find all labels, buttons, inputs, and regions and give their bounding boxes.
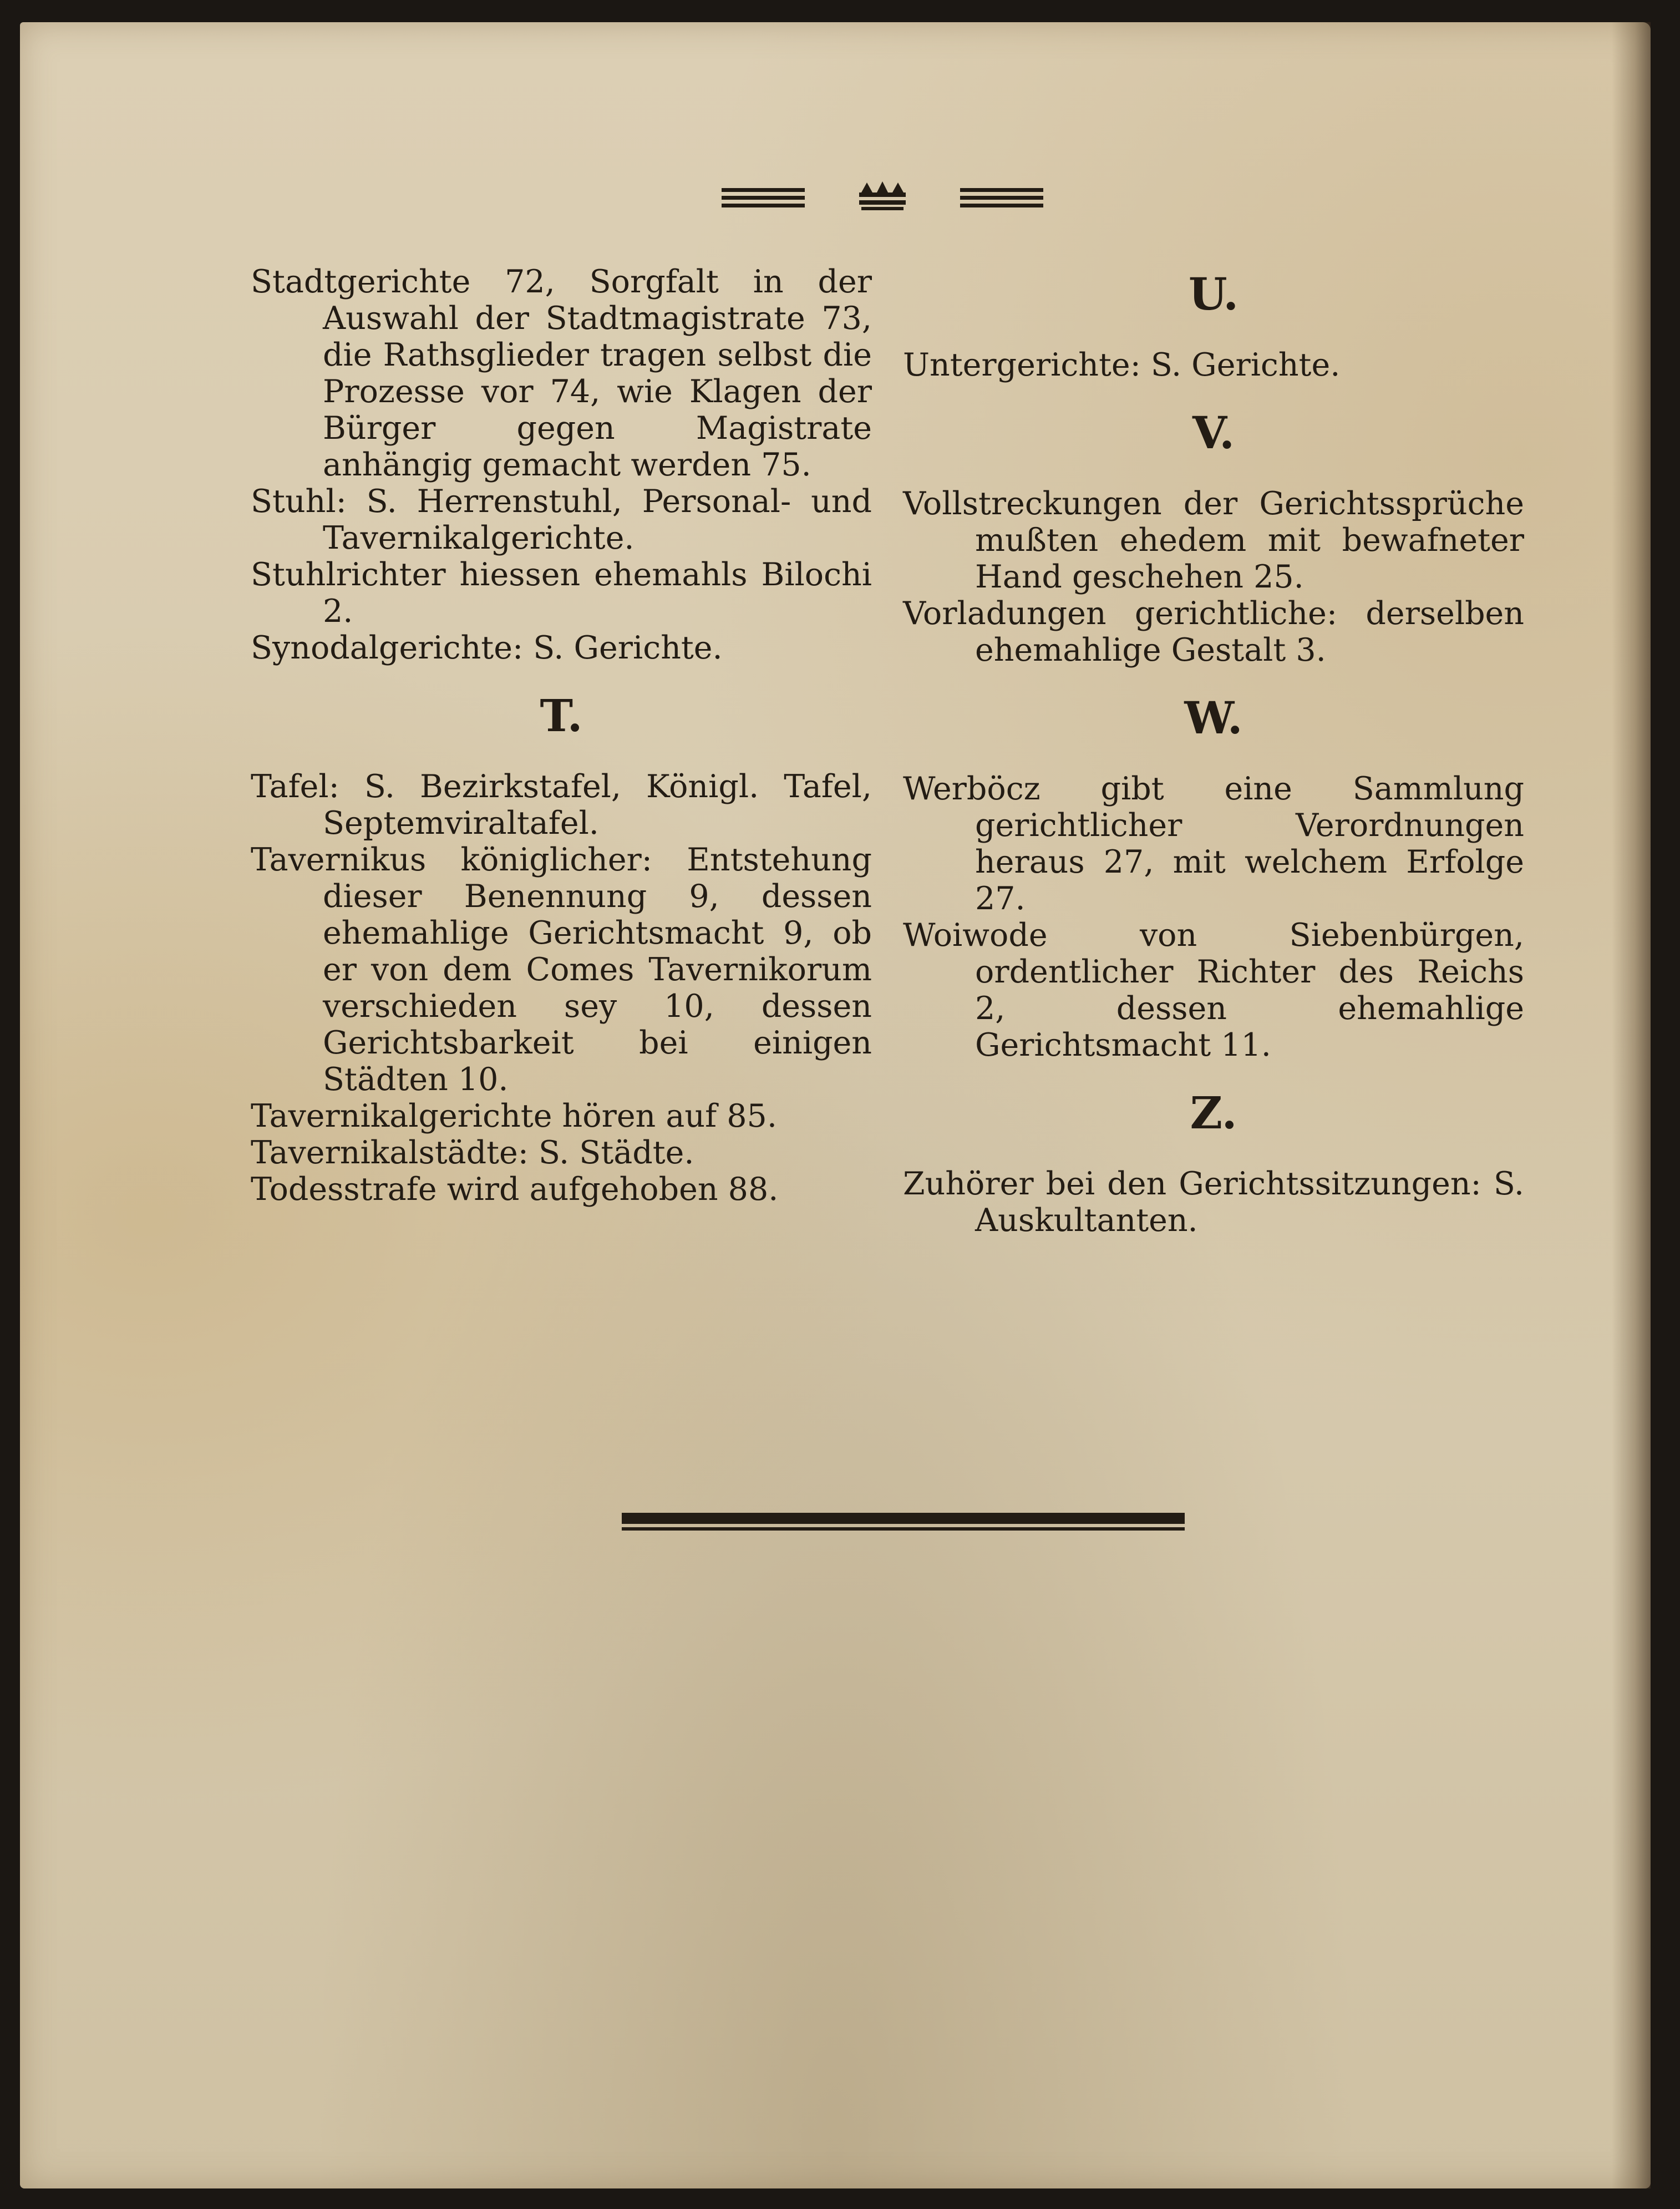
index-entry-zuhoerer: Zuhörer bei den Gerichtssitzungen: S. Auskultanten. <box>903 1166 1524 1239</box>
section-letter-w: W. <box>1184 692 1243 744</box>
book-page <box>20 22 1651 2188</box>
section-letter-v: V. <box>1192 407 1235 459</box>
index-entry-woiwode: Woiwode von Siebenbürgen, ordentlicher Richter des Reichs 2, dessen ehemahlige Gerichtsmacht 11. <box>903 917 1524 1063</box>
index-entry-werboecz: Werböcz gibt eine Sammlung gerichtlicher Verordnungen heraus 27, mit welchem Erfolge 27. <box>903 771 1524 917</box>
section-letter-z: Z. <box>1190 1087 1237 1139</box>
left-column <box>251 264 872 1208</box>
page-gutter-shadow <box>1612 22 1651 2188</box>
closing-rule <box>622 1511 1185 1535</box>
index-entry-tafel: Tafel: S. Bezirkstafel, Königl. Tafel, Septemviraltafel. <box>251 768 872 842</box>
index-entry-stuhlrichter: Stuhlrichter hiessen ehemahls Bilochi 2. <box>251 556 872 630</box>
index-entry-synodalgerichte: Synodalgerichte: S. Gerichte. <box>251 630 723 666</box>
index-entry-stuhl: Stuhl: S. Herrenstuhl, Personal- und Tavernikalgerichte. <box>251 483 872 556</box>
index-entry-stadtgerichte: Stadtgerichte 72, Sorgfalt in der Auswahl der Stadtmagistrate 73, die Rathsglieder tragen selbst die Prozesse vor 74, wie Klagen der Bürger gegen Magistrate anhängig gemacht werden 75. <box>251 264 872 483</box>
header-ornament <box>722 180 1043 219</box>
index-entry-vollstreckungen: Vollstreckungen der Gerichtssprüche mußten ehedem mit bewafneter Hand geschehen 25. <box>903 485 1524 595</box>
index-entry-tavernikus: Tavernikus königlicher: Entstehung dieser Benennung 9, dessen ehemahlige Gerichtsmacht 9, ob er von dem Comes Tavernikorum verschieden sey 10, dessen Gerichtsbarkeit bei einigen Städten 10. <box>251 842 872 1098</box>
index-entry-tavernikalgerichte: Tavernikalgerichte hören auf 85. <box>251 1098 777 1134</box>
right-column <box>903 264 1524 1239</box>
section-letter-t: T. <box>540 690 583 742</box>
index-entry-vorladungen: Vorladungen gerichtliche: derselben ehemahlige Gestalt 3. <box>903 595 1524 668</box>
index-entry-tavernikalstaedte: Tavernikalstädte: S. Städte. <box>251 1134 694 1171</box>
section-letter-u: U. <box>1188 268 1239 320</box>
index-entry-untergerichte: Untergerichte: S. Gerichte. <box>903 347 1341 383</box>
index-entry-todesstrafe: Todesstrafe wird aufgehoben 88. <box>251 1171 779 1208</box>
